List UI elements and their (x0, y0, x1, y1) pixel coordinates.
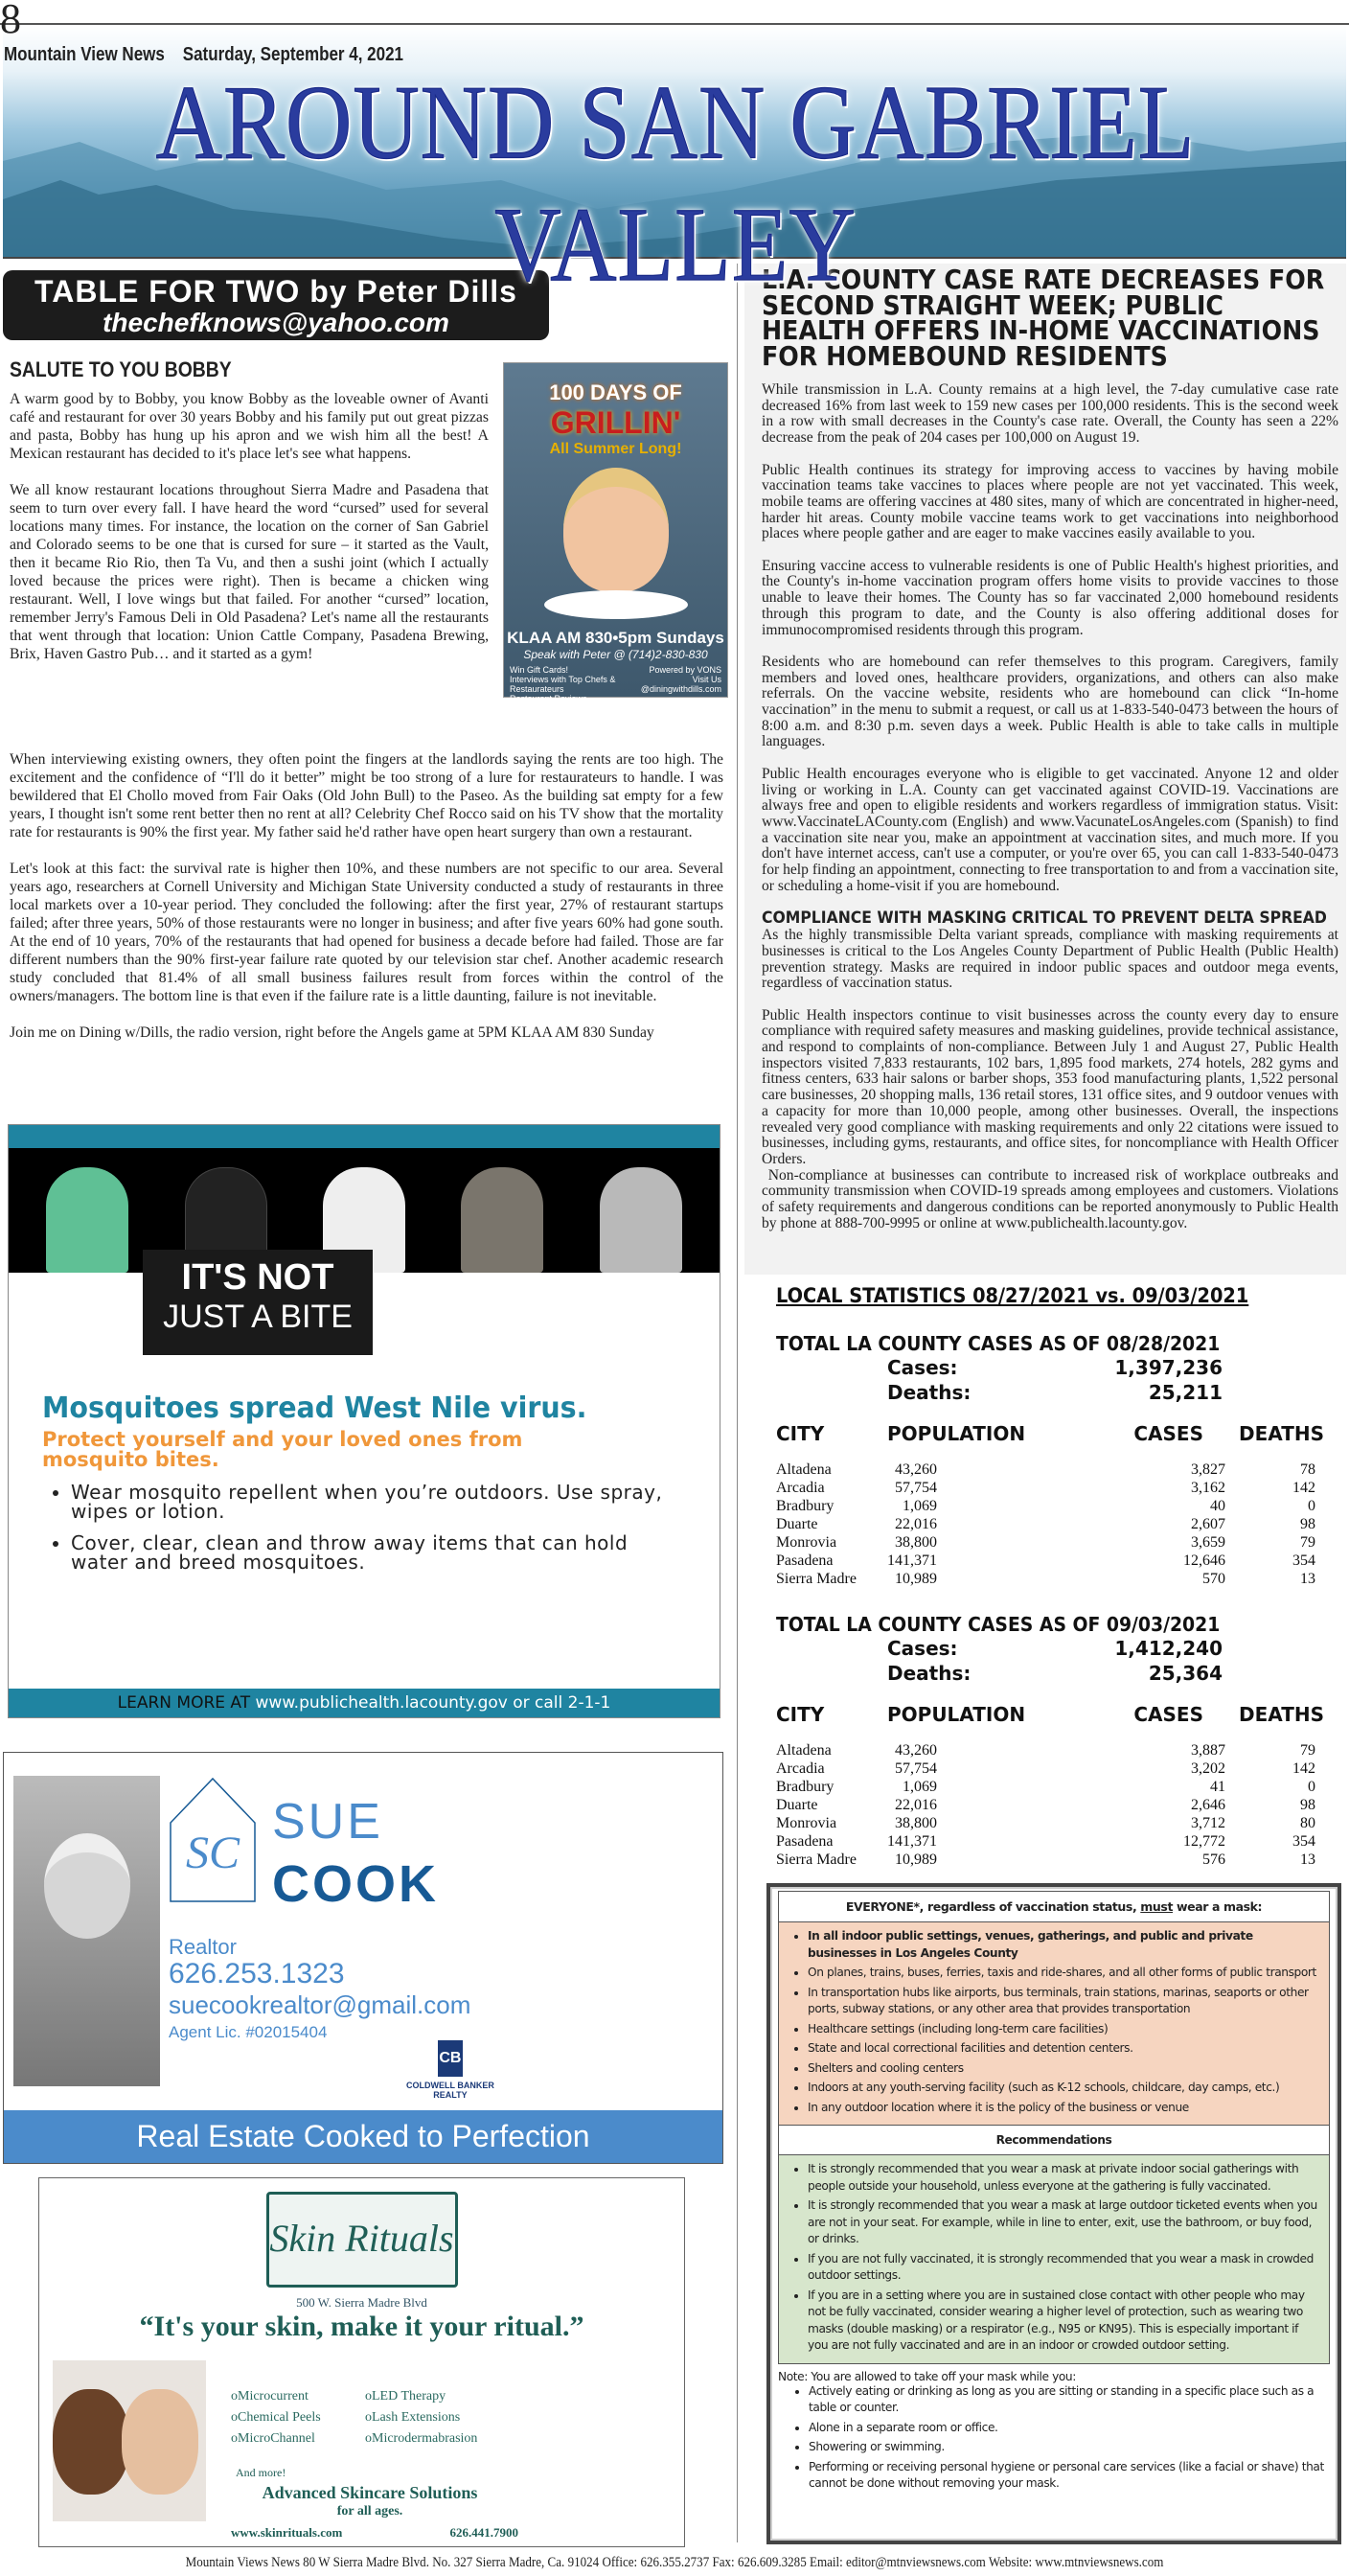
table-row (776, 1515, 1341, 1533)
cases-value: 1,397,236 (1114, 1356, 1223, 1379)
table-cell: 40 (1210, 1498, 1225, 1514)
service-item: oMicroChannel (231, 2431, 315, 2446)
table-cell: 38,800 (895, 1815, 937, 1831)
table-cell: Sierra Madre (776, 1571, 857, 1587)
realtor-phone[interactable]: 626.253.1323 (169, 1958, 345, 1990)
column-header: DEATHS (1239, 1703, 1324, 1726)
column-header: CASES (1133, 1703, 1203, 1726)
ad-top-bar (9, 1125, 720, 1148)
paragraph: Residents who are homebound can refer themselves to this program. Caregivers, family members and loved ones, healthcare providers, organizations, and others can also make referrals. On the vaccine website, residents who are homebound can click “In-home vaccination” in the menu to submit a request, or call us at 1-833-540-0473 between the hours of 8:00 a.m. and 8:30 p.m. seven days a week. Public Health is able to take calls in multiple languages. (762, 653, 1338, 750)
table-header (776, 1703, 1341, 1726)
column-header: POPULATION (887, 1422, 1026, 1445)
column-header: CITY (776, 1703, 825, 1726)
table-cell: Monrovia (776, 1534, 837, 1551)
table-cell: 3,202 (1191, 1760, 1225, 1777)
total-deaths (776, 1661, 1341, 1686)
mask-header (778, 1891, 1330, 1921)
paragraph: When interviewing existing owners, they often point the fingers at the landlords saying the rents are too high. The excitement and the confidence of “I'll do it better” might be too strong of a lure for restaurateurs to handle. I was bewildered that El Chollo moved from Fair Oaks (Old John Bull) to the Paseo. As the building sat empty for a few years, I thought isn't some rent better then no rent at all? Celebrity Chef Rocco said on his TV show that the mortality rate for restaurants is 90% the first year. My father said he'd rather have open heart surgery than own a restaurant. (10, 751, 723, 840)
exceptions-note: Note: You are allowed to take off your mask while you: (778, 2369, 1076, 2383)
table-row (776, 1497, 1341, 1515)
list-item: • If you are not fully vaccinated, it is strongly recommended that you wear a mask in crowded outdoor settings. (808, 2251, 1321, 2285)
table-cell: 141,371 (887, 1552, 937, 1569)
ad-footer (9, 1689, 720, 1717)
stats-section-title: TOTAL LA COUNTY CASES AS OF 08/28/2021 (776, 1332, 1221, 1355)
table-cell: 3,712 (1191, 1815, 1225, 1831)
realtor-first-name: SUE (272, 1794, 383, 1850)
table-cell: 57,754 (895, 1480, 937, 1496)
list-item: • State and local correctional facilities and detention centers. (808, 2040, 1321, 2058)
realtor-tagline: Real Estate Cooked to Perfection (4, 2110, 722, 2163)
list-item: • It is strongly recommended that you wear a mask at large outdoor ticketed events when you are not in your seat. For example, while in line to enter, exit, use the bathroom, or buy food, or drinks. (808, 2197, 1321, 2248)
total-deaths (776, 1380, 1341, 1405)
paragraph: Ensuring vaccine access to vulnerable residents is one of Public Health's highest priorities, and the County's in-home vaccination program offers home visits to provide vaccines to those unable to leave their homes. The County has so far vaccinated 2,000 homebound residents through this program to date, and the County is also offering additional doses for immunocompromised residents through this program. (762, 557, 1338, 638)
table-cell: 0 (1308, 1498, 1315, 1514)
column-header: CASES (1133, 1422, 1203, 1445)
table-cell: 10,989 (895, 1571, 937, 1587)
ad-website[interactable]: www.skinrituals.com (231, 2525, 343, 2540)
deaths-value: 25,211 (1148, 1381, 1223, 1404)
table-cell: Monrovia (776, 1815, 837, 1831)
ad-line: All Summer Long! (549, 441, 682, 457)
mask-guidelines-box (766, 1883, 1341, 2544)
ad-phone[interactable]: 626.441.7900 (449, 2525, 518, 2540)
paragraph: Public Health inspectors continue to visit businesses across the county every day to ensure compliance with required safety measures and masking guidelines, provide technical assistance, and respond to complaints of non-compliance. Between July 1 and August 27, Public Health inspectors visited 7,833 restaurants, 102 bars, 1,895 food markets, 274 hotels, 282 gyms and fitness centers, 633 hair salons or barber shops, 353 food manufacturing plants, 1,522 personal care businesses, 20 shopping malls, 136 retail stores, 131 office sites, and 9 outdoor venues with a capacity for more than 10,000 people, among other businesses. Overall, the inspections revealed very good compliance with masking requirements and only 22 citations were issued to businesses, including gyms, restaurants, and office sites, for noncompliance with Health Officer Orders. (762, 1006, 1338, 1167)
article-headline: L.A. COUNTY CASE RATE DECREASES FOR SECOND STRAIGHT WEEK; PUBLIC HEALTH OFFERS IN-HOME VACCINATIONS FOR HOMEBOUND RESIDENTS (762, 264, 1325, 372)
table-cell: 10,989 (895, 1852, 937, 1868)
stats-section (776, 1613, 1341, 1869)
table-row (776, 1741, 1341, 1760)
skin-rituals-ad[interactable] (38, 2177, 685, 2547)
table-cell: 1,069 (903, 1498, 937, 1514)
list-item: • Shelters and cooling centers (808, 2060, 1321, 2078)
list-item: • Indoors at any youth-serving facility (such as K-12 schools, childcare, day camps, etc.) (808, 2080, 1321, 2097)
table-row (776, 1760, 1341, 1778)
table-row (776, 1570, 1341, 1588)
table-cell: Altadena (776, 1742, 832, 1759)
list-item: • In any outdoor location where it is the policy of the business or venue (808, 2100, 1321, 2117)
service-item: oLash Extensions (365, 2410, 461, 2425)
header-text: EVERYONE*, regardless of vaccination status, (845, 1899, 1137, 1914)
table-cell: Bradbury (776, 1498, 835, 1514)
footer-label: LEARN MORE AT (117, 1693, 251, 1713)
table-cell: 576 (1202, 1852, 1225, 1868)
ad-headline: Mosquitoes spread West Nile virus. (42, 1392, 587, 1425)
exceptions-list (778, 2383, 1330, 2493)
ad-bullet: Interviews with Top Chefs & Restaurateurs (510, 675, 616, 694)
table-cell: 0 (1308, 1779, 1315, 1795)
realtor-email[interactable]: suecookrealtor@gmail.com (169, 1990, 471, 2019)
column-divider (737, 264, 738, 2542)
realtor-ad[interactable] (3, 1752, 723, 2164)
footer-link[interactable]: www.publichealth.lacounty.gov or call 2-1-1 (255, 1693, 611, 1713)
issue-date: Saturday, September 4, 2021 (182, 44, 403, 65)
brand-sub: REALTY (433, 2090, 468, 2100)
list-item: • In all indoor public settings, venues, gatherings, and public and private businesses in Los Angeles County (808, 1928, 1321, 1962)
table-header (776, 1422, 1341, 1445)
table-cell: 13 (1300, 1852, 1315, 1868)
table-cell: Pasadena (776, 1833, 834, 1850)
realtor-photo (13, 1776, 160, 2086)
ad-sponsor: Powered by VONS (649, 665, 721, 675)
table-cell: Duarte (776, 1797, 818, 1813)
table-row (776, 1460, 1341, 1479)
mosquito-ad[interactable] (8, 1124, 720, 1718)
table-cell: 80 (1300, 1815, 1315, 1831)
table-cell: Pasadena (776, 1552, 834, 1569)
paragraph: Join me on Dining w/Dills, the radio version, right before the Angels game at 5PM KLAA AM 830 Sunday (10, 1024, 654, 1041)
column-email[interactable]: thechefknows@yahoo.com (103, 308, 449, 337)
table-cell: 3,887 (1191, 1742, 1225, 1759)
logo-line: JUST A BITE (163, 1299, 353, 1335)
paragraph: Public Health encourages everyone who is eligible to get vaccinated. Anyone 12 and older living or working in L.A. County can get vaccinated against COVID-19. Vaccinations are always free and open to eligible residents and workers regardless of immigration status. Visit: www.VaccinateLACounty.com (English) and www.VacunateLosAngeles.com (Spanish) to find a vaccination site near you, make an appointment at vaccination sites, and much more. If you don't have internet access, can't use a computer, or you're over 65, you can call 1-833-540-0473 for help finding an appointment, connecting to free transportation to and from a vaccination site, or scheduling a home-visit if you are homebound. (762, 765, 1338, 894)
column-header: CITY (776, 1422, 825, 1445)
list-item: • Alone in a separate room or office. (809, 2420, 1330, 2437)
table-cell: 142 (1292, 1480, 1315, 1496)
list-item: • Healthcare settings (including long-term care facilities) (808, 2021, 1321, 2038)
service-item: oMicrodermabrasion (365, 2431, 478, 2446)
table-row (776, 1778, 1341, 1796)
table-cell: 79 (1300, 1742, 1315, 1759)
column-header: POPULATION (887, 1703, 1026, 1726)
table-cell: 13 (1300, 1571, 1315, 1587)
total-cases (776, 1636, 1341, 1661)
table-cell: 12,772 (1183, 1833, 1225, 1850)
column-header: DEATHS (1239, 1422, 1324, 1445)
brand-name: COLDWELL BANKER (406, 2081, 494, 2090)
total-cases (776, 1355, 1341, 1380)
service-item: oMicrocurrent (231, 2389, 309, 2404)
list-item: • If you are in a setting where you are in sustained close contact with other people who may not be fully vaccinated, consider wearing a higher level of protection, such as wearing two masks (double masking) or a respirator (e.g., N95 or KN95). This is especially important if you are not fully vaccinated and are in an indoor or crowded outdoor setting. (808, 2288, 1321, 2355)
paragraph: While transmission in L.A. County remains at a high level, the 7-day cumulative case rate decreased 16% from last week to 159 new cases per 100,000 residents. This is the second week in a row with small decreases in the County's case rate. Overall, the County has seen a 22% decrease from the peak of 204 cases per 100,000 on August 19. (762, 381, 1338, 447)
table-cell: 1,069 (903, 1779, 937, 1795)
ad-bullet: Win Gift Cards! (510, 665, 569, 675)
table-row (776, 1814, 1341, 1832)
list-item: • Performing or receiving personal hygiene or personal care services (like a facial or shave) that cannot be done without removing your mask. (809, 2459, 1330, 2493)
table-cell: 98 (1300, 1797, 1315, 1813)
paragraph: As the highly transmissible Delta variant spreads, compliance with masking requirements at businesses is critical to the Los Angeles County Department of Public Health (Public Health) prevention strategy. Masks are required in indoor public spaces and outdoor mega events, regardless of vaccination status. (762, 927, 1338, 992)
realtor-license: Agent Lic. #02015404 (169, 2023, 328, 2041)
stats-section-title: TOTAL LA COUNTY CASES AS OF 09/03/2021 (776, 1613, 1221, 1636)
realtor-last-name: COOK (272, 1855, 439, 1913)
ad-subhead: Protect yourself and your loved ones from mosquito bites. (42, 1428, 523, 1471)
stats-sections (776, 1332, 1341, 1869)
list-item: • On planes, trains, buses, ferries, taxis and ride-shares, and all other forms of public transport (808, 1965, 1321, 1982)
article-subhead: COMPLIANCE WITH MASKING CRITICAL TO PREVENT DELTA SPREAD (762, 908, 1327, 929)
paragraph: Non-compliance at businesses can contribute to increased risk of workplace outbreaks and community transmission when COVID-19 spreads among employees and customers. Violations of safety requirements and dangerous conditions can be reported anonymously to Public Health by phone at 888-700-9995 or online at www.publichealth.lacounty.gov. (762, 1166, 1338, 1231)
table-cell: 3,162 (1191, 1480, 1225, 1496)
list-item: • Actively eating or drinking as long as you are sitting or standing in a specific place such as a table or counter. (809, 2383, 1330, 2417)
table-cell: Sierra Madre (776, 1852, 857, 1868)
ad-headline: Advanced Skincare Solutions (262, 2483, 478, 2502)
article-body-bottom (10, 750, 723, 1060)
column-title: TABLE FOR TWO by Peter Dills (34, 274, 517, 309)
faces-photo (53, 2360, 206, 2521)
recommendations-title: Recommendations (778, 2126, 1330, 2154)
table-cell: Arcadia (776, 1760, 825, 1777)
page-footer: Mountain Views News 80 W Sierra Madre Blvd. No. 327 Sierra Madre, Ca. 91024 Office: 626.355.2737 Fax: 626.609.3285 Email: editor@mtnviewsnews.com Website: www.mtnviewsnews.com (185, 2555, 1164, 2570)
logo-line: IT'S NOT (181, 1257, 334, 1298)
recommendations-list (778, 2154, 1330, 2364)
paragraph: We all know restaurant locations throughout Sierra Madre and Pasadena that seem to turn over every fall. I have heard the word “cursed” used for several locations many times. For instance, the location on the corner of San Gabriel and Colorado seems to be one that is cursed for sure – it started as the Vault, then it became Rio Rio, then Ta Vu, and then a sushi joint (which I actually loved because the prices were right). Then is became a chicken wing restaurant. Well, I love wings but that failed. For another “cursed” location, remember Jerry's Famous Deli in Old Pasadena? Let's name all the restaurants that went through that location: Union Cattle Company, Pasadena Brewing, Brix, Haven Gastro Pub… and it started as a gym! (10, 482, 489, 662)
table-cell: 98 (1300, 1516, 1315, 1532)
mask-required-list (778, 1921, 1330, 2126)
monogram: SC (185, 1828, 240, 1878)
table-cell: 79 (1300, 1534, 1315, 1551)
table-cell: 12,646 (1183, 1552, 1225, 1569)
table-cell: 142 (1292, 1760, 1315, 1777)
list-item: • Showering or swimming. (809, 2439, 1330, 2456)
table-cell: 41 (1210, 1779, 1225, 1795)
table-row (776, 1851, 1341, 1869)
local-statistics (776, 1284, 1341, 1869)
table-cell: 57,754 (895, 1760, 937, 1777)
ad-line: GRILLIN' (550, 405, 681, 440)
service-item: oChemical Peels (231, 2410, 321, 2425)
table-cell: 22,016 (895, 1516, 937, 1532)
table-cell: Arcadia (776, 1480, 825, 1496)
table-cell: 354 (1292, 1833, 1315, 1850)
paper-name: Mountain View News (4, 44, 165, 65)
ad-contact (231, 2525, 518, 2541)
page-number: 8 (0, 0, 21, 42)
paragraph: Public Health continues its strategy for improving access to vaccines by having mobile vaccination teams take vaccines to places where people are not yet vaccinated. This week, mobile teams are offering vaccines at 480 sites, many of which are concentrated in higher-need, harder hit areas. County mobile vaccine teams work to get vaccinations into neighborhood places where people gather and are eager to make vaccines easily available to you. (762, 461, 1338, 542)
deaths-value: 25,364 (1148, 1662, 1223, 1685)
table-cell: 2,646 (1191, 1797, 1225, 1813)
ad-bullet: Restaurant Reviews (510, 694, 587, 703)
table-cell: Duarte (776, 1516, 818, 1532)
stats-title: LOCAL STATISTICS 08/27/2021 vs. 09/03/2021 (776, 1284, 1249, 1307)
table-cell: Altadena (776, 1461, 832, 1478)
paragraph: Let's look at this fact: the survival rate is higher then 10%, and these numbers are not specific to our area. Several years ago, researchers at Cornell University and Michigan State University conducted a study of restaurants in three local markets over a 10-year period. They concluded the following: after the first year, 27% of restaurant startups failed; after three years, 50% of those restaurants were no longer in business; and after five years 60% had gone south. At the end of 10 years, 70% of the restaurants that had opened for business a decade before had failed. Those are far different numbers than the 90% first-year failure rate quoted by our television star chef. Another academic research study concluded that 81.4% of all small business failures result from forces within the control of the owners/managers. The bottom line is that even if the failure rate is a little daunting, failure is not inevitable. (10, 861, 723, 1004)
table-row (776, 1832, 1341, 1851)
paragraph: A warm good by to Bobby, you know Bobby as the loveable owner of Avanti café and restaurant for over 30 years Bobby and his family put out great pizzas and pasta, Bobby has hung up his apron and we wish him all the best! A Mexican restaurant has decided to it's place let's see what happens. (10, 391, 489, 462)
table-cell: 38,800 (895, 1534, 937, 1551)
table-cell: 43,260 (895, 1742, 937, 1759)
service-item: oLED Therapy (365, 2389, 446, 2404)
tip-item: • Wear mosquito repellent when you’re outdoors. Use spray, wipes or lotion. (71, 1483, 684, 1521)
services-list (231, 2389, 518, 2447)
top-rule (0, 23, 1349, 25)
ad-address: 500 W. Sierra Madre Blvd (296, 2295, 427, 2310)
cases-value: 1,412,240 (1114, 1637, 1223, 1660)
tips-list (71, 1483, 684, 1584)
list-item: • It is strongly recommended that you wear a mask at private indoor social gatherings with people outside your household, unless everyone at the gathering is fully vaccinated. (808, 2161, 1321, 2195)
table-cell: 3,659 (1191, 1534, 1225, 1551)
table-cell: 43,260 (895, 1461, 937, 1478)
table-cell: 141,371 (887, 1833, 937, 1850)
ad-subline: for all ages. (336, 2504, 403, 2518)
ad-station: KLAA AM 830•5pm Sundays (507, 629, 724, 647)
covid-article (744, 264, 1346, 1275)
cases-label: Cases: (887, 1637, 958, 1660)
article-headline: SALUTE TO YOU BOBBY (10, 357, 232, 381)
ad-line: 100 DAYS OF (549, 380, 682, 404)
coldwell-banker-logo: CB COLDWELL BANKER REALTY (406, 2040, 494, 2100)
header-emphasis: must (1140, 1899, 1174, 1914)
ad-details (504, 661, 727, 707)
article-body-top (10, 390, 489, 681)
list-item: • In transportation hubs like airports, bus terminals, train stations, marinas, seaports or other ports, subway stations, or any other area that provides transportation (808, 1985, 1321, 2018)
plate-image (544, 590, 688, 619)
table-cell: 22,016 (895, 1797, 937, 1813)
table-row (776, 1533, 1341, 1552)
tip-item: • Cover, clear, clean and throw away items that can hold water and breed mosquitoes. (71, 1533, 684, 1572)
section-title: AROUND SAN GABRIEL VALLEY (155, 62, 1196, 304)
table-row (776, 1552, 1341, 1570)
table-row (776, 1479, 1341, 1497)
article-body (762, 382, 1338, 1231)
ad-tagline: “It's your skin, make it your ritual.” (139, 2311, 584, 2342)
deaths-label: Deaths: (887, 1381, 972, 1404)
realtor-title: Realtor (169, 1935, 237, 1959)
header-text: wear a mask: (1176, 1899, 1263, 1914)
campaign-logo (143, 1250, 373, 1355)
cases-label: Cases: (887, 1356, 958, 1379)
table-cell: 570 (1202, 1571, 1225, 1587)
deaths-label: Deaths: (887, 1662, 972, 1685)
ad-social: Visit Us @diningwithdills.com (640, 675, 721, 694)
grillin-radio-ad[interactable] (503, 362, 728, 703)
ad-phone: Speak with Peter @ (714)2-830-830 (523, 648, 708, 661)
skin-rituals-logo: Skin Rituals (266, 2192, 458, 2288)
caricature-image (563, 468, 669, 592)
table-cell: Bradbury (776, 1779, 835, 1795)
services-more: And more! (236, 2466, 286, 2479)
house-monogram-logo (169, 1777, 257, 1903)
table-cell: 3,827 (1191, 1461, 1225, 1478)
table-row (776, 1796, 1341, 1814)
table-cell: 2,607 (1191, 1516, 1225, 1532)
stats-section (776, 1332, 1341, 1588)
table-cell: 354 (1292, 1552, 1315, 1569)
table-cell: 78 (1300, 1461, 1315, 1478)
